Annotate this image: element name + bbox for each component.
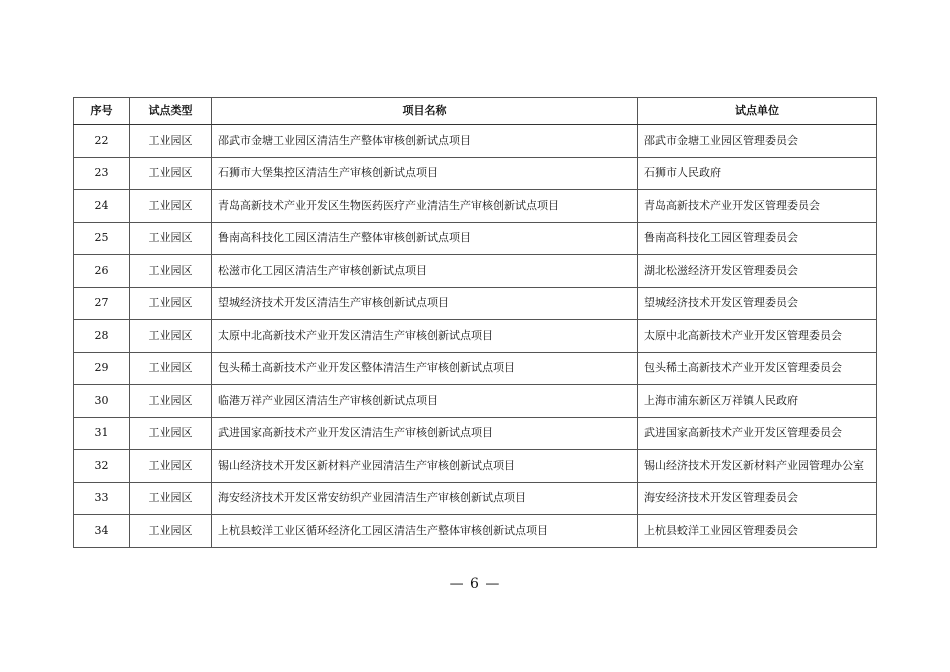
cell-type: 工业园区: [130, 417, 212, 450]
header-unit: 试点单位: [638, 98, 877, 125]
cell-num: 29: [74, 352, 130, 385]
page-number: — 6 —: [449, 576, 501, 592]
cell-num: 32: [74, 450, 130, 483]
table-row: [74, 450, 877, 483]
cell-type: 工业园区: [130, 385, 212, 418]
cell-type: 工业园区: [130, 157, 212, 190]
cell-pilot-unit: 望城经济技术开发区管理委员会: [638, 287, 877, 320]
cell-num: 31: [74, 417, 130, 450]
cell-project-name: 望城经济技术开发区清洁生产审核创新试点项目: [212, 287, 638, 320]
table-row: [74, 287, 877, 320]
pilot-project-table: [73, 97, 877, 548]
cell-num: 34: [74, 515, 130, 548]
cell-num: 22: [74, 125, 130, 158]
cell-project-name: 太原中北高新技术产业开发区清洁生产审核创新试点项目: [212, 320, 638, 353]
cell-num: 25: [74, 222, 130, 255]
cell-project-name: 包头稀土高新技术产业开发区整体清洁生产审核创新试点项目: [212, 352, 638, 385]
table-row: [74, 482, 877, 515]
cell-pilot-unit: 海安经济技术开发区管理委员会: [638, 482, 877, 515]
cell-project-name: 鲁南高科技化工园区清洁生产整体审核创新试点项目: [212, 222, 638, 255]
cell-pilot-unit: 湖北松滋经济开发区管理委员会: [638, 255, 877, 288]
table-row: [74, 125, 877, 158]
cell-pilot-unit: 石狮市人民政府: [638, 157, 877, 190]
cell-pilot-unit: 上杭县蛟洋工业园区管理委员会: [638, 515, 877, 548]
cell-num: 28: [74, 320, 130, 353]
table-row: [74, 255, 877, 288]
cell-pilot-unit: 包头稀土高新技术产业开发区管理委员会: [638, 352, 877, 385]
cell-type: 工业园区: [130, 287, 212, 320]
table-row: [74, 222, 877, 255]
cell-project-name: 青岛高新技术产业开发区生物医药医疗产业清洁生产审核创新试点项目: [212, 190, 638, 223]
cell-project-name: 邵武市金塘工业园区清洁生产整体审核创新试点项目: [212, 125, 638, 158]
cell-project-name: 武进国家高新技术产业开发区清洁生产审核创新试点项目: [212, 417, 638, 450]
cell-pilot-unit: 鲁南高科技化工园区管理委员会: [638, 222, 877, 255]
header-type: 试点类型: [130, 98, 212, 125]
cell-project-name: 临港万祥产业园区清洁生产审核创新试点项目: [212, 385, 638, 418]
cell-pilot-unit: 邵武市金塘工业园区管理委员会: [638, 125, 877, 158]
cell-num: 30: [74, 385, 130, 418]
cell-num: 27: [74, 287, 130, 320]
cell-num: 26: [74, 255, 130, 288]
cell-project-name: 锡山经济技术开发区新材料产业园清洁生产审核创新试点项目: [212, 450, 638, 483]
cell-pilot-unit: 锡山经济技术开发区新材料产业园管理办公室: [638, 450, 877, 483]
cell-project-name: 海安经济技术开发区常安纺织产业园清洁生产审核创新试点项目: [212, 482, 638, 515]
table-body: [74, 125, 877, 548]
cell-project-name: 松滋市化工园区清洁生产审核创新试点项目: [212, 255, 638, 288]
table-row: [74, 190, 877, 223]
table-row: [74, 417, 877, 450]
header-num: 序号: [74, 98, 130, 125]
table-row: [74, 515, 877, 548]
cell-type: 工业园区: [130, 482, 212, 515]
header-name: 项目名称: [212, 98, 638, 125]
cell-pilot-unit: 青岛高新技术产业开发区管理委员会: [638, 190, 877, 223]
cell-type: 工业园区: [130, 450, 212, 483]
table-row: [74, 385, 877, 418]
cell-num: 23: [74, 157, 130, 190]
table-header-row: [74, 98, 877, 125]
cell-pilot-unit: 太原中北高新技术产业开发区管理委员会: [638, 320, 877, 353]
cell-num: 33: [74, 482, 130, 515]
cell-type: 工业园区: [130, 222, 212, 255]
cell-num: 24: [74, 190, 130, 223]
cell-type: 工业园区: [130, 255, 212, 288]
table-row: [74, 320, 877, 353]
cell-project-name: 石狮市大堡集控区清洁生产审核创新试点项目: [212, 157, 638, 190]
cell-type: 工业园区: [130, 352, 212, 385]
cell-pilot-unit: 上海市浦东新区万祥镇人民政府: [638, 385, 877, 418]
cell-pilot-unit: 武进国家高新技术产业开发区管理委员会: [638, 417, 877, 450]
table-row: [74, 157, 877, 190]
table-row: [74, 352, 877, 385]
cell-project-name: 上杭县蛟洋工业区循环经济化工园区清洁生产整体审核创新试点项目: [212, 515, 638, 548]
cell-type: 工业园区: [130, 125, 212, 158]
cell-type: 工业园区: [130, 190, 212, 223]
cell-type: 工业园区: [130, 320, 212, 353]
pilot-project-table-container: [73, 97, 876, 548]
cell-type: 工业园区: [130, 515, 212, 548]
